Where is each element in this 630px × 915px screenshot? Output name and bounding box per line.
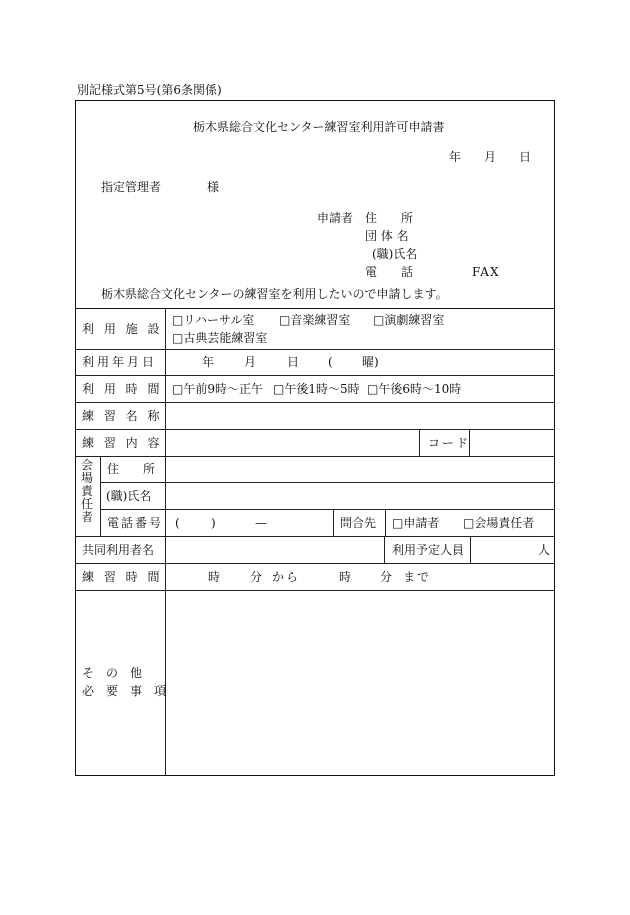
expected-attendance-label: 利用予定人員 [392,543,465,557]
use-time-afternoon[interactable]: □午後1時～5時 [273,382,360,396]
facility-option-drama[interactable]: □演劇練習室 [373,313,445,327]
venue-name-label: (職)氏名 [106,489,152,503]
attendance-unit: 人 [538,543,551,557]
code-label: コード [428,436,471,450]
venue-phone-label: 電話番号 [107,516,164,530]
venue-manager-label: 会 場 責 任 者 [80,458,93,524]
use-time-morning[interactable]: □午前9時～正午 [172,382,263,396]
use-date-month: 月 [244,355,257,369]
facility-option-music[interactable]: □音楽練習室 [279,313,351,327]
facility-option-rehearsal[interactable]: □リハーサル室 [172,313,255,327]
practice-time-minute-end: 分 [380,570,393,584]
other-items-label-line1: そ の 他 [82,666,143,680]
date-year-label: 年 [449,150,462,164]
applicant-label: 申請者 [317,211,354,225]
co-users-label: 共同利用者名 [82,543,155,557]
other-items-label-line2: 必 要 事 項 [82,684,167,698]
use-date-day: 日 [287,355,300,369]
practice-time-until: まで [403,570,432,584]
practice-time-from: から [272,570,301,584]
practice-name-label: 練 習 名 称 [82,409,163,423]
venue-phone-dash: — [255,516,267,530]
addressee-name: 指定管理者 [101,180,162,194]
use-time-evening[interactable]: □午後6時～10時 [367,382,462,396]
practice-time-label: 練 習 時 間 [82,570,163,584]
venue-address-label: 住 所 [107,462,156,476]
applicant-name-label: (職)氏名 [372,247,418,261]
facility-label: 利 用 施 設 [82,322,163,336]
facility-option-classical[interactable]: □古典芸能練習室 [172,331,268,345]
application-statement: 栃木県総合文化センターの練習室を利用したいので申請します。 [101,287,448,301]
use-time-label: 利 用 時 間 [82,382,163,396]
use-date-paren: ( [328,355,333,369]
applicant-phone-label: 電 話 [365,265,414,279]
practice-time-hour-start: 時 [208,570,221,584]
use-date-label: 利用年月日 [82,355,158,369]
venue-phone-open: ( [175,516,180,530]
form-title: 栃木県総合文化センター練習室利用許可申請書 [193,120,445,134]
contact-option-applicant[interactable]: □申請者 [392,516,440,530]
contact-option-venue-manager[interactable]: □会場責任者 [463,516,535,530]
contact-label: 問合先 [340,516,377,530]
date-month-label: 月 [484,150,497,164]
practice-content-label: 練 習 内 容 [82,436,163,450]
applicant-group-label: 団 体 名 [365,229,409,243]
applicant-fax-label: FAX [472,265,500,279]
addressee-honorific: 様 [207,180,220,194]
practice-time-minute-start: 分 [250,570,263,584]
use-date-year: 年 [202,355,215,369]
date-day-label: 日 [519,150,532,164]
applicant-address-label: 住 所 [365,211,414,225]
venue-phone-close: ) [211,516,216,530]
practice-time-hour-end: 時 [339,570,352,584]
use-date-weekday: 曜) [362,355,379,369]
form-reference: 別記様式第5号(第6条関係) [77,83,222,97]
